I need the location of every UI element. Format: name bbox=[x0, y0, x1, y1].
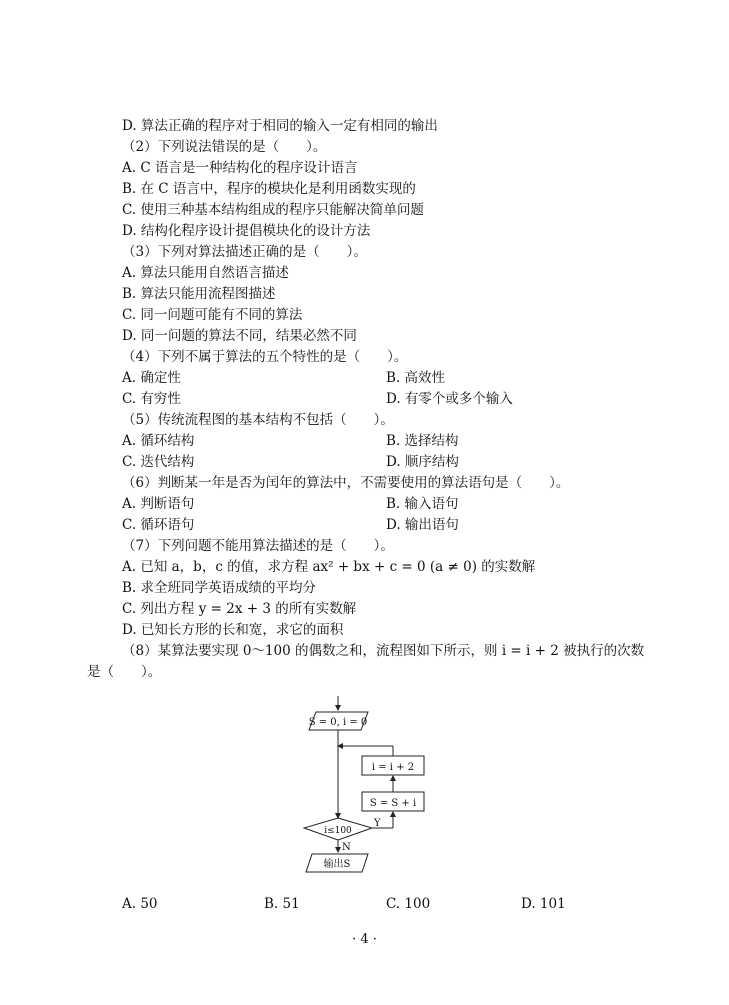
q6-option-d: D. 输出语句 bbox=[386, 517, 459, 533]
q6-stem: （6）判断某一年是否为闰年的算法中，不需要使用的算法语句是（ ）。 bbox=[122, 475, 570, 491]
q2-option-a: A. C 语言是一种结构化的程序设计语言 bbox=[122, 160, 358, 176]
no-label: N bbox=[342, 842, 351, 853]
q1-option-d: D. 算法正确的程序对于相同的输入一定有相同的输出 bbox=[122, 118, 438, 134]
q6-option-c: C. 循环语句 bbox=[122, 517, 195, 533]
output-box bbox=[306, 854, 368, 872]
q5-stem: （5）传统流程图的基本结构不包括（ ）。 bbox=[122, 412, 394, 428]
init-box bbox=[309, 712, 368, 730]
inc-label: i = i + 2 bbox=[371, 762, 415, 773]
q4-option-a: A. 确定性 bbox=[122, 370, 181, 386]
inc-box bbox=[362, 756, 424, 775]
q8-option-d: D. 101 bbox=[521, 896, 566, 912]
q2-option-c: C. 使用三种基本结构组成的程序只能解决简单问题 bbox=[122, 202, 424, 218]
q8-option-a: A. 50 bbox=[122, 896, 158, 912]
q3-stem: （3）下列对算法描述正确的是（ ）。 bbox=[122, 244, 367, 260]
page-number: · 4 · bbox=[352, 932, 377, 947]
q7-option-d: D. 已知长方形的长和宽，求它的面积 bbox=[122, 622, 344, 638]
yes-label: Y bbox=[374, 818, 381, 829]
q8-stem-line1: （8）某算法要实现 0～100 的偶数之和，流程图如下所示，则 i = i + 2 被执行的次数 bbox=[122, 643, 645, 659]
q5-option-b: B. 选择结构 bbox=[386, 433, 459, 449]
q4-option-c: C. 有穷性 bbox=[122, 391, 181, 407]
acc-label: S = S + i bbox=[369, 798, 417, 809]
q6-option-a: A. 判断语句 bbox=[122, 496, 195, 512]
q3-option-a: A. 算法只能用自然语言描述 bbox=[122, 265, 289, 281]
q7-option-b: B. 求全班同学英语成绩的平均分 bbox=[122, 580, 317, 596]
q7-option-a: A. 已知 a，b，c 的值，求方程 ax² + bx + c = 0 (a ≠ 0) 的实数解 bbox=[122, 559, 536, 575]
q3-option-b: B. 算法只能用流程图描述 bbox=[122, 286, 276, 302]
acc-box bbox=[362, 792, 424, 811]
q8-option-b: B. 51 bbox=[264, 896, 300, 912]
q4-option-b: B. 高效性 bbox=[386, 370, 446, 386]
q4-option-d: D. 有零个或多个输入 bbox=[386, 391, 513, 407]
q2-option-b: B. 在 C 语言中，程序的模块化是利用函数实现的 bbox=[122, 181, 416, 197]
q8-stem-line2: 是（ ）。 bbox=[87, 664, 162, 680]
cond-label: i≤100 bbox=[324, 826, 352, 836]
output-label: 输出S bbox=[323, 859, 351, 870]
q6-option-b: B. 输入语句 bbox=[386, 496, 459, 512]
q5-option-d: D. 顺序结构 bbox=[386, 454, 459, 470]
q5-option-a: A. 循环结构 bbox=[122, 433, 195, 449]
decision-diamond bbox=[304, 818, 372, 840]
q5-option-c: C. 迭代结构 bbox=[122, 454, 195, 470]
init-label: S = 0, i = 0 bbox=[308, 717, 368, 728]
q8-option-c: C. 100 bbox=[386, 896, 431, 912]
q7-option-c: C. 列出方程 y = 2x + 3 的所有实数解 bbox=[122, 601, 357, 617]
q3-option-d: D. 同一问题的算法不同，结果必然不同 bbox=[122, 328, 357, 344]
q3-option-c: C. 同一问题可能有不同的算法 bbox=[122, 307, 303, 323]
q2-stem: （2）下列说法错误的是（ ）。 bbox=[122, 139, 327, 155]
q4-stem: （4）下列不属于算法的五个特性的是（ ）。 bbox=[122, 349, 408, 365]
q7-stem: （7）下列问题不能用算法描述的是（ ）。 bbox=[122, 538, 394, 554]
q2-option-d: D. 结构化程序设计提倡模块化的设计方法 bbox=[122, 223, 371, 239]
